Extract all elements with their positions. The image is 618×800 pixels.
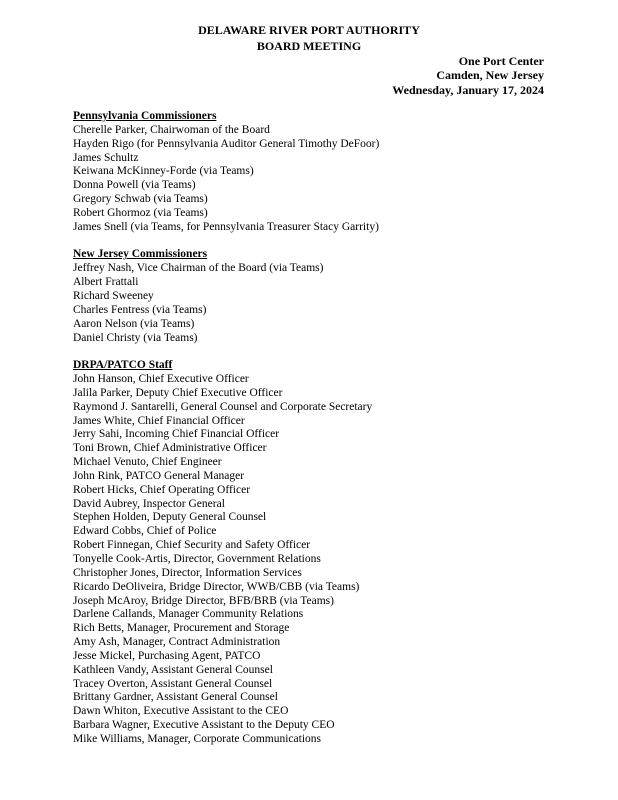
attendee-entry: Jerry Sahi, Incoming Chief Financial Officer bbox=[73, 428, 280, 441]
attendee-entry: Michael Venuto, Chief Engineer bbox=[73, 456, 222, 469]
attendee-entry: Jeffrey Nash, Vice Chairman of the Board (via Teams) bbox=[73, 262, 324, 275]
attendee-entry: Tracey Overton, Assistant General Counsel bbox=[73, 677, 273, 690]
attendee-entry: Richard Sweeney bbox=[73, 289, 154, 302]
attendee-entry: Stephen Holden, Deputy General Counsel bbox=[73, 511, 267, 524]
attendee-entry: Rich Betts, Manager, Procurement and Storage bbox=[73, 622, 290, 635]
attendee-entry: Tonyelle Cook-Artis, Director, Government Relations bbox=[73, 553, 321, 565]
attendee-entry: Jalila Parker, Deputy Chief Executive Officer bbox=[73, 386, 283, 399]
attendee-entry: Robert Ghormoz (via Teams) bbox=[73, 206, 208, 219]
attendee-entry: James Snell (via Teams, for Pennsylvania Treasurer Stacy Garrity) bbox=[73, 220, 379, 233]
attendee-entry: Donna Powell (via Teams) bbox=[73, 179, 196, 192]
section-heading: Pennsylvania Commissioners bbox=[73, 110, 217, 122]
section-heading: New Jersey Commissioners bbox=[73, 248, 208, 261]
attendee-entry: David Aubrey, Inspector General bbox=[73, 497, 225, 510]
attendee-entry: Raymond J. Santarelli, General Counsel and Corporate Secretary bbox=[73, 400, 373, 413]
attendee-entry: James White, Chief Financial Officer bbox=[73, 414, 245, 427]
attendee-entry: Barbara Wagner, Executive Assistant to the Deputy CEO bbox=[73, 719, 335, 732]
attendee-entry: Darlene Callands, Manager Community Relations bbox=[73, 608, 304, 621]
attendee-entry: Daniel Christy (via Teams) bbox=[73, 331, 198, 344]
attendee-entry: Gregory Schwab (via Teams) bbox=[73, 193, 208, 206]
attendee-entry: Hayden Rigo (for Pennsylvania Auditor General Timothy DeFoor) bbox=[73, 137, 380, 150]
attendee-entry: Robert Finnegan, Chief Security and Safety Officer bbox=[73, 539, 311, 552]
attendee-entry: Aaron Nelson (via Teams) bbox=[73, 317, 195, 330]
attendee-entry: Keiwana McKinney-Forde (via Teams) bbox=[73, 165, 254, 178]
attendee-entry: Brittany Gardner, Assistant General Counsel bbox=[73, 691, 278, 704]
attendee-entry: Joseph McAroy, Bridge Director, BFB/BRB (via Teams) bbox=[73, 594, 334, 607]
attendee-entry: Charles Fentress (via Teams) bbox=[73, 303, 207, 316]
attendee-entry: John Hanson, Chief Executive Officer bbox=[73, 373, 249, 386]
attendee-entry: Jesse Mickel, Purchasing Agent, PATCO bbox=[73, 649, 261, 662]
attendee-entry: Dawn Whiton, Executive Assistant to the CEO bbox=[73, 705, 289, 718]
attendee-entry: James Schultz bbox=[73, 151, 139, 164]
section-pennsylvania-commissioners bbox=[73, 110, 553, 235]
attendee-entry: Cherelle Parker, Chairwoman of the Board bbox=[73, 123, 270, 136]
attendee-list bbox=[73, 110, 553, 761]
attendee-entry: Christopher Jones, Director, Information Services bbox=[73, 566, 302, 579]
attendee-entry: Mike Williams, Manager, Corporate Communications bbox=[73, 732, 321, 745]
attendee-entry: Toni Brown, Chief Administrative Officer bbox=[73, 442, 267, 455]
attendee-entry: Ricardo DeOliveira, Bridge Director, WWB/CBB (via Teams) bbox=[73, 580, 360, 593]
attendee-entry: Kathleen Vandy, Assistant General Counsel bbox=[73, 663, 273, 676]
venue-city: Camden, New Jersey bbox=[436, 68, 544, 83]
attendee-entry: John Rink, PATCO General Manager bbox=[73, 469, 245, 482]
document-title bbox=[0, 22, 618, 54]
section-staff bbox=[73, 359, 553, 747]
attendee-entry: Robert Hicks, Chief Operating Officer bbox=[73, 483, 251, 496]
meeting-title: BOARD MEETING bbox=[256, 39, 362, 53]
organization-name: DELAWARE RIVER PORT AUTHORITY bbox=[198, 23, 420, 37]
attendee-entry: Albert Frattali bbox=[73, 276, 139, 289]
section-new-jersey-commissioners bbox=[73, 248, 553, 345]
attendee-entry: Amy Ash, Manager, Contract Administration bbox=[73, 636, 281, 649]
section-heading: DRPA/PATCO Staff bbox=[73, 359, 173, 372]
attendee-entry: Edward Cobbs, Chief of Police bbox=[73, 525, 217, 538]
meeting-location bbox=[392, 54, 544, 97]
venue-name: One Port Center bbox=[458, 54, 544, 68]
meeting-date: Wednesday, January 17, 2024 bbox=[392, 82, 544, 97]
